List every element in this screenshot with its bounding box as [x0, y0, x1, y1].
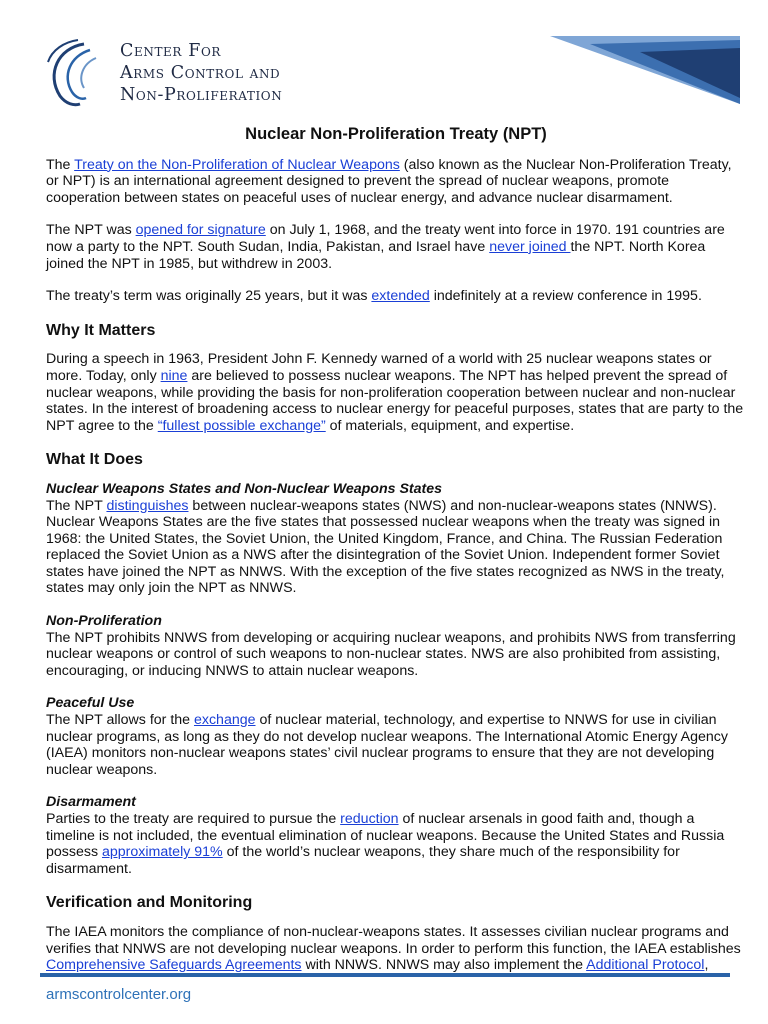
text-run: between nuclear-weapons states (NWS) and non-nuclear-weapons states (NNWS). Nuclear Weapons States are the five states that possessed nuclear weapons when the treaty was signed in 1968: the United States, the Soviet Union, the United Kingdom, France, and China. The Russian Federation replaced the Soviet Union as a NWS after the disintegration of the Soviet Union. Independent former Soviet states have joined the NPT as NNWS. With the exception of the five states recognized as NWS in the treaty, states may only join the NPT as NNWS.	[46, 497, 725, 597]
document-body	[46, 122, 746, 990]
exchange-link[interactable]: exchange	[193, 712, 256, 729]
text-run: are believed to possess nuclear weapons. The NPT has helped prevent the spread of nuclear weapons, while providing the basis for non-proliferation cooperation between nuclear and non-nuclear states. In the interest of broadening access to nuclear energy for peaceful purposes, states that are party to the NPT agree to the	[46, 367, 744, 434]
approximately-91-percent-link[interactable]: approximately 91%	[102, 844, 223, 861]
text-run: The	[46, 156, 75, 173]
footer-website: armscontrolcenter.org	[46, 986, 192, 1003]
text-run: with NNWS. NNWS may also implement the	[301, 957, 587, 974]
text-run: The NPT was	[46, 222, 136, 239]
intro-paragraph	[46, 157, 746, 207]
additional-protocol-link[interactable]: Additional Protocol	[586, 957, 705, 974]
why-paragraph	[46, 351, 746, 434]
section-heading-why-it-matters: Why It Matters	[46, 321, 156, 339]
never-joined-link[interactable]: never joined	[489, 238, 571, 255]
text-run: The IAEA monitors the compliance of non-nuclear-weapons states. It assesses civilian nuclear programs and verifies that NNWS are not developing nuclear weapons. In order to perform this function, the IAEA establishes	[46, 923, 741, 957]
text-run: of materials, equipment, and expertise.	[325, 417, 575, 434]
text-run: on July 1, 1968, and the treaty went into force in 1970. 191 countries are now a party to the NPT. South Sudan, India, Pakistan, and Israel have	[46, 222, 725, 255]
section-heading-verification: Verification and Monitoring	[46, 894, 253, 912]
non-proliferation-paragraph: The NPT prohibits NNWS from developing or acquiring nuclear weapons, and prohibits NWS from transferring nuclear weapons or control of such weapons to non-nuclear states. NWS are also prohibited from assisting, encouraging, or inducing NNWS to attain nuclear weapons.	[46, 629, 736, 679]
text-run: of the world’s nuclear weapons, they share much of the responsibility for disarmament.	[46, 844, 680, 877]
subheading-peaceful-use: Peaceful Use	[46, 695, 135, 712]
safeguards-agreements-link[interactable]: Comprehensive Safeguards Agreements	[46, 957, 302, 974]
org-name	[120, 40, 282, 106]
states-paragraph	[46, 498, 746, 598]
org-name-line2: Arms Control and	[120, 63, 281, 83]
opened-for-signature-link[interactable]: opened for signature	[135, 222, 266, 239]
distinguishes-link[interactable]: distinguishes	[106, 497, 189, 514]
text-run: ,	[704, 957, 709, 974]
org-name-line1: Center For	[120, 41, 222, 61]
subheading-disarmament: Disarmament	[46, 794, 136, 811]
text-run: The NPT	[46, 497, 107, 514]
fullest-possible-exchange-link[interactable]: “fullest possible exchange”	[157, 417, 326, 434]
header-corner-graphic	[550, 34, 740, 104]
text-run: of nuclear arsenals in good faith and, though a timeline is not included, the eventual elimination of nuclear weapons. Because the United States and Russia possess	[46, 811, 725, 861]
text-run: indefinitely at a review conference in 1995.	[429, 288, 702, 305]
text-run: of nuclear material, technology, and expertise to NNWS for use in civilian nuclear programs, as long as they do not develop nuclear weapons. The International Atomic Energy Agency (IAEA) monitors non-nuclear weapons states’ civil nuclear programs to ensure that they are not developing nuclear weapons.	[46, 712, 728, 778]
text-run: During a speech in 1963, President John F. Kennedy warned of a world with 25 nuclear weapons states or more. Today, only	[46, 351, 712, 384]
text-run: The NPT allows for the	[46, 712, 194, 729]
nine-link[interactable]: nine	[160, 367, 188, 384]
page-title: Nuclear Non-Proliferation Treaty (NPT)	[245, 125, 547, 143]
page-header	[0, 0, 768, 118]
section-heading-what-it-does: What It Does	[46, 451, 143, 469]
extended-link[interactable]: extended	[371, 288, 430, 305]
logo-arc-icon	[44, 38, 116, 108]
term-paragraph	[46, 288, 746, 305]
history-paragraph	[46, 222, 746, 272]
text-run: The treaty’s term was originally 25 years, but it was	[46, 288, 372, 305]
verification-paragraph	[46, 924, 746, 974]
text-run: Parties to the treaty are required to pursue the	[46, 811, 341, 827]
reduction-link[interactable]: reduction	[340, 811, 399, 827]
disarmament-paragraph	[46, 811, 746, 877]
subheading-states: Nuclear Weapons States and Non-Nuclear Weapons States	[46, 480, 443, 497]
text-run: the NPT. North Korea joined the NPT in 1985, but withdrew in 2003.	[46, 238, 706, 272]
npt-treaty-link[interactable]: Treaty on the Non-Proliferation of Nuclear Weapons	[74, 156, 400, 173]
peaceful-use-paragraph	[46, 712, 746, 778]
subheading-non-proliferation: Non-Proliferation	[46, 613, 162, 630]
text-run: (also known as the Nuclear Non-Proliferation Treaty, or NPT) is an international agreement designed to prevent the spread of nuclear weapons, promote cooperation between states on peaceful uses of nuclear energy, and advance nuclear disarmament.	[46, 156, 732, 206]
org-name-line3: Non-Proliferation	[120, 85, 283, 105]
footer-divider	[40, 973, 730, 977]
